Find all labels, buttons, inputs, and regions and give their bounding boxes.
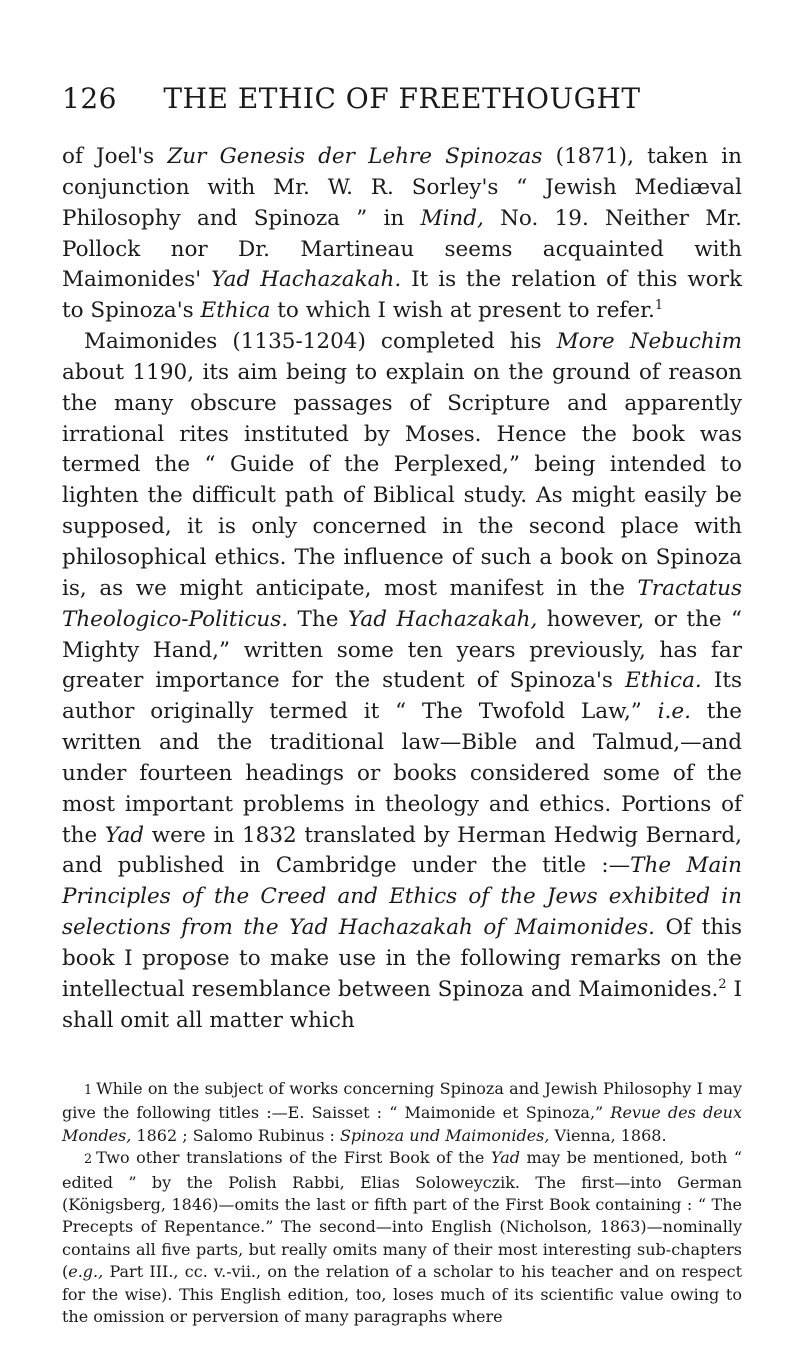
book-title: Spinoza und Maimonides, [339, 1125, 550, 1145]
page-number: 126 [62, 82, 117, 115]
journal-title: Mind, [420, 205, 484, 231]
page-header [62, 82, 742, 122]
footnotes [62, 1078, 742, 1328]
book-title: Zur Genesis der Lehre Spinozas [167, 144, 543, 169]
footnote-2: 2 Two other translations of the First Book of the Yad may be mentioned, both “ edited ” by the Polish Rabbi, Elias Soloweyczik. The first—into German (Königsberg, 1846)—omits the last or fifth part of the First Book containing : “ The Precepts of Repentance.” The second—into English (Nicholson, 1863)—nominally contains all five parts, but really omits many of their most interesting sub-chapters (e.g., Part III., cc. v.-vii., on the relation of a scholar to his teacher and on respect for the wise). This English edition, too, loses much of its scientific value owing to the omission or perversion of many paragraphs where [62, 1148, 742, 1327]
book-title: More Nebuchim [556, 329, 743, 355]
abbreviation: i.e. [657, 699, 691, 725]
footnote-number: 1 [84, 1083, 93, 1098]
abbreviation: e.g., [68, 1262, 104, 1282]
book-title: Tractatus Theologico-Politicus. [62, 575, 742, 632]
book-title: Yad [104, 822, 145, 848]
running-title: THE ETHIC OF FREETHOUGHT [163, 82, 641, 115]
footnote-ref: 1 [654, 298, 664, 314]
paragraph-2: Maimonides (1135-1204) completed his More Nebuchim about 1190, its aim being to explain on the ground of reason the many obscure passages of Scripture and apparently irrational rites instituted by Moses. Hence the book was termed the “ Guide of the Perplexed,” being intended to lighten the difficult path of Biblical study. As might easily be supposed, it is only concerned in the second place with philosophical ethics. The influence of such a book on Spinoza is, as we might anticipate, most manifest in the Tractatus Theologico-Politicus. The Yad Hachazakah, however, or the “ Mighty Hand,” written some ten years previously, has far greater importance for the student of Spinoza's Ethica. Its author originally termed it “ The Twofold Law,” i.e. the written and the traditional law—Bible and Talmud,—and under fourteen headings or books considered some of the most important problems in theology and ethics. Portions of the Yad were in 1832 translated by Herman Hedwig Bernard, and published in Cambridge under the title :—The Main Principles of the Creed and Ethics of the Jews exhibited in selections from the Yad Hachazakah of Maimonides. Of this book I propose to make use in the following remarks on the intellectual resemblance between Spinoza and Maimonides.$^2$ I shall omit all matter which [62, 329, 743, 1033]
book-title: Yad Hachazakah. [211, 267, 402, 293]
footnote-1: 1 While on the subject of works concerning Spinoza and Jewish Philosophy I may give the following titles :—E. Saisset : “ Maimonide et Spinoza,” Revue des deux Mondes, 1862 ; Salomo Rubinus : Spinoza und Maimonides, Vienna, 1868. [62, 1079, 742, 1145]
book-title: Ethica [200, 298, 271, 324]
book-title: The Main Principles of the Creed and Ethics of the Jews exhibited in selections from the Yad Hachazakah of Maimonides. [62, 853, 742, 941]
journal-title: Revue des deux Mondes, [62, 1103, 742, 1145]
book-title: Yad [490, 1148, 520, 1168]
paragraph-1: of Joel's Zur Genesis der Lehre Spinozas (1871), taken in conjunction with Mr. W. R. Sorley's “ Jewish Mediæval Philosophy and Spinoza ” in Mind, No. 19. Neither Mr. Pollock nor Dr. Martineau seems acquainted with Maimonides' Yad Hachazakah. It is the relation of this work to Spinoza's Ethica to which I wish at present to refer.$^1$ [62, 144, 743, 324]
footnote-number: 2 [84, 1152, 93, 1168]
footnote-ref: 2 [718, 976, 727, 992]
body-text [62, 142, 742, 1036]
book-title: Yad Hachazakah, [347, 606, 538, 632]
book-title: Ethica. [625, 668, 702, 694]
